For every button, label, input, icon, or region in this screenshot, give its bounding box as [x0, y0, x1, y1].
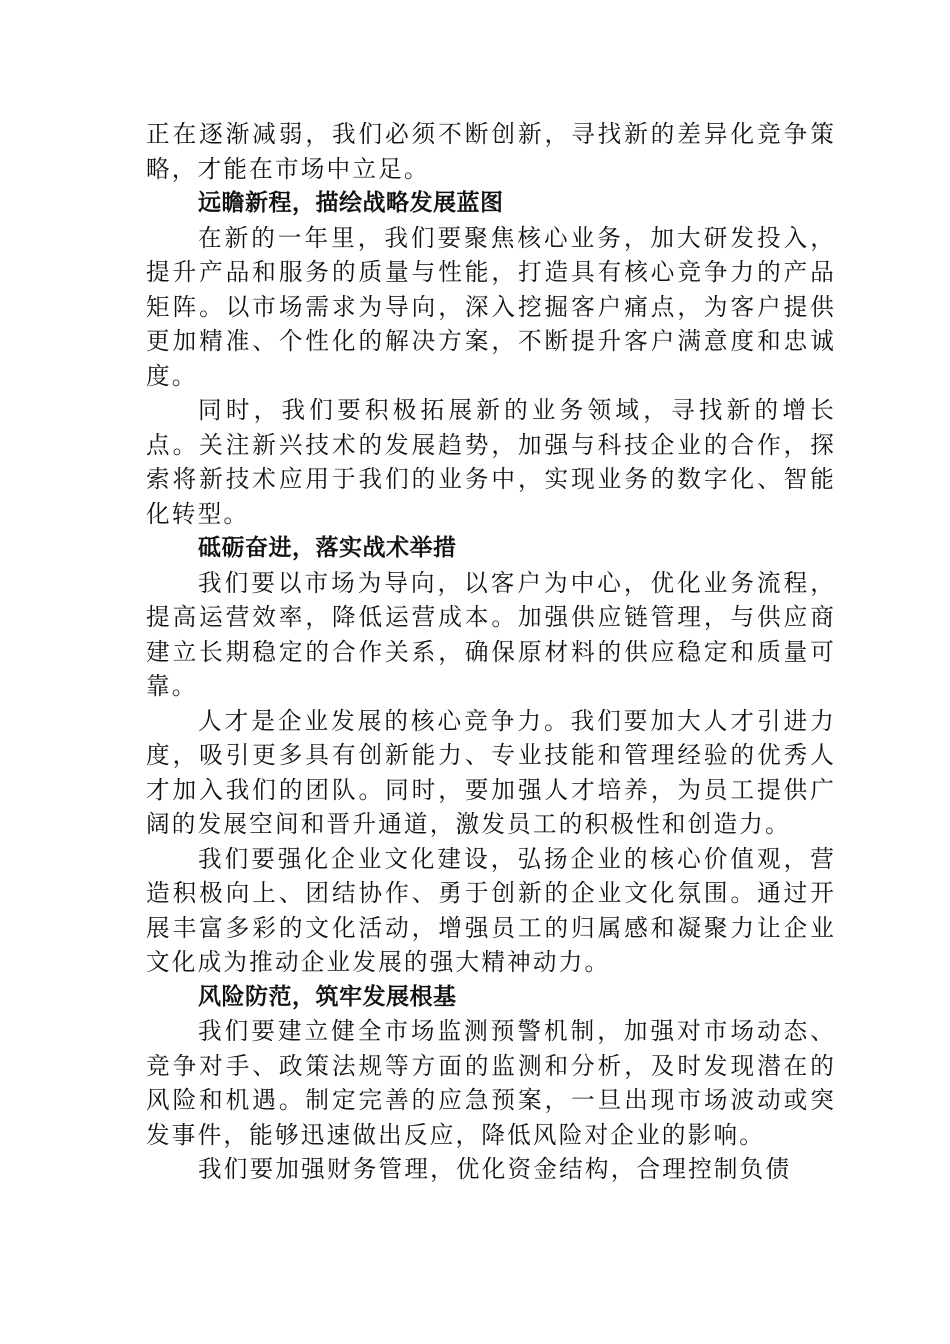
section-heading-risk: 风险防范，筑牢发展根基 [198, 983, 457, 1010]
paragraph-intro-continued: 正在逐渐减弱，我们必须不断创新，寻找新的差异化竞争策略，才能在市场中立足。 [146, 120, 836, 183]
paragraph-operations: 我们要以市场为导向，以客户为中心，优化业务流程，提高运营效率，降低运营成本。加强供应链管理，与供应商建立长期稳定的合作关系，确保原材料的供应稳定和质量可靠。 [146, 568, 836, 700]
paragraph-core-business: 在新的一年里，我们要聚焦核心业务，加大研发投入，提升产品和服务的质量与性能，打造具有核心竞争力的产品矩阵。以市场需求为导向，深入挖掘客户痛点，为客户提供更加精准、个性化的解决方案，不断提升客户满意度和忠诚度。 [146, 223, 836, 390]
paragraph-risk-monitoring: 我们要建立健全市场监测预警机制，加强对市场动态、竞争对手、政策法规等方面的监测和分析，及时发现潜在的风险和机遇。制定完善的应急预案，一旦出现市场波动或突发事件，能够迅速做出反应，降低风险对企业的影响。 [146, 1017, 836, 1149]
paragraph-finance: 我们要加强财务管理，优化资金结构，合理控制负债 [198, 1155, 792, 1183]
document-page [146, 117, 836, 1187]
paragraph-new-business: 同时，我们要积极拓展新的业务领域，寻找新的增长点。关注新兴技术的发展趋势，加强与科技企业的合作，探索将新技术应用于我们的业务中，实现业务的数字化、智能化转型。 [146, 396, 836, 528]
paragraph-talent: 人才是企业发展的核心竞争力。我们要加大人才引进力度，吸引更多具有创新能力、专业技能和管理经验的优秀人才加入我们的团队。同时，要加强人才培养，为员工提供广阔的发展空间和晋升通道，激发员工的积极性和创造力。 [146, 706, 836, 838]
paragraph-culture: 我们要强化企业文化建设，弘扬企业的核心价值观，营造积极向上、团结协作、勇于创新的企业文化氛围。通过开展丰富多彩的文化活动，增强员工的归属感和凝聚力让企业文化成为推动企业发展的强大精神动力。 [146, 844, 836, 976]
section-heading-strategy: 远瞻新程，描绘战略发展蓝图 [198, 190, 504, 216]
section-heading-tactics: 砥砺奋进，落实战术举措 [198, 535, 457, 561]
